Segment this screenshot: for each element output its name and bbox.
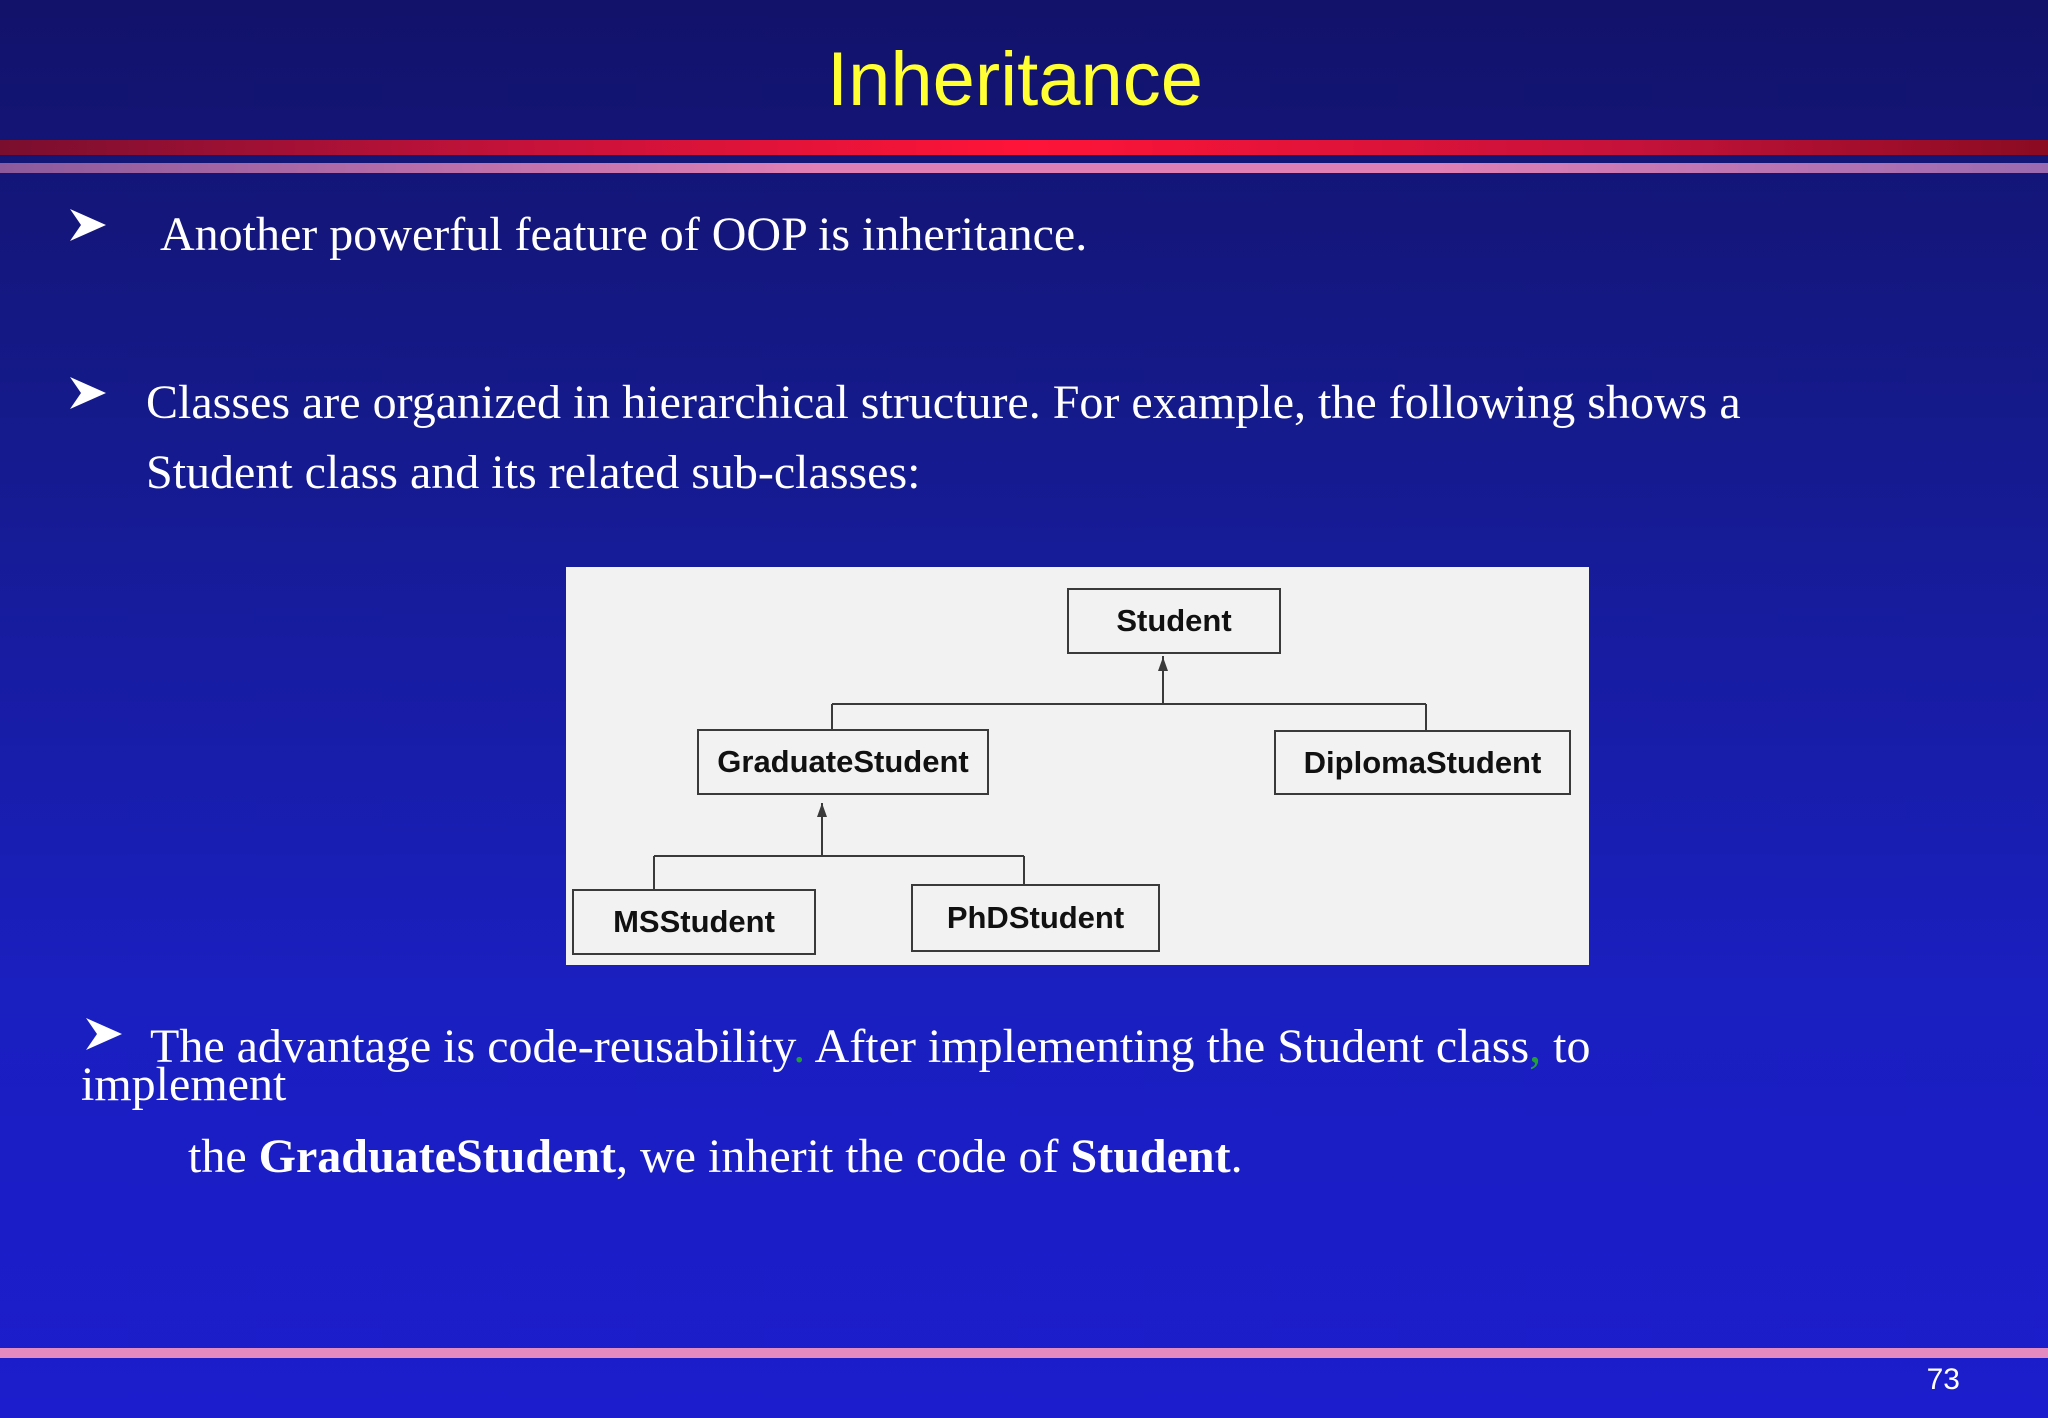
arrowhead-bullet-icon — [68, 373, 108, 413]
class-hierarchy-diagram — [566, 567, 1589, 965]
bullet-3-line-2-mid: , we inherit the code of — [616, 1130, 1071, 1183]
class-box-diploma-student: DiplomaStudent — [1274, 730, 1571, 795]
footer-divider — [0, 1348, 2048, 1358]
bullet-2-line-2: Student class and its related sub-classes: — [146, 446, 921, 499]
bullet-3-line-2-end: . — [1230, 1130, 1243, 1183]
arrowhead-bullet-icon — [68, 205, 108, 245]
class-box-ms-student: MSStudent — [572, 889, 816, 955]
bullet-3-line-2 — [188, 1122, 1243, 1192]
slide-title: Inheritance — [826, 37, 1204, 122]
bullet-3-comma: , — [1529, 1020, 1542, 1073]
class-box-student: Student — [1067, 588, 1281, 654]
bullet-3-bold-graduate-student: GraduateStudent — [258, 1130, 617, 1183]
bullet-1-text: Another powerful feature of OOP is inheritance. — [160, 208, 1088, 261]
header-divider-pink — [0, 163, 2048, 173]
page-number: 73 — [1926, 1363, 1960, 1396]
bullet-3-line-2-pre: the — [188, 1130, 259, 1183]
header-divider-red — [0, 140, 2048, 155]
bullet-3-bold-student: Student — [1070, 1130, 1231, 1183]
bullet-3-line-1 — [150, 1012, 1591, 1082]
bullet-3-text-part-2: After implementing the Student class — [805, 1020, 1530, 1073]
class-box-phd-student: PhDStudent — [911, 884, 1160, 952]
class-box-graduate-student: GraduateStudent — [697, 729, 989, 795]
bullet-2-line-1: Classes are organized in hierarchical structure. For example, the following shows a — [146, 376, 1741, 429]
bullet-3-overlap-word: implement — [81, 1058, 287, 1111]
bullet-3-text-part-3: to — [1541, 1020, 1591, 1073]
arrowhead-bullet-icon — [84, 1014, 124, 1054]
bullet-3-period: . — [793, 1020, 806, 1073]
bullet-3-text-part-1: The advantage is code-reusability — [150, 1020, 794, 1073]
